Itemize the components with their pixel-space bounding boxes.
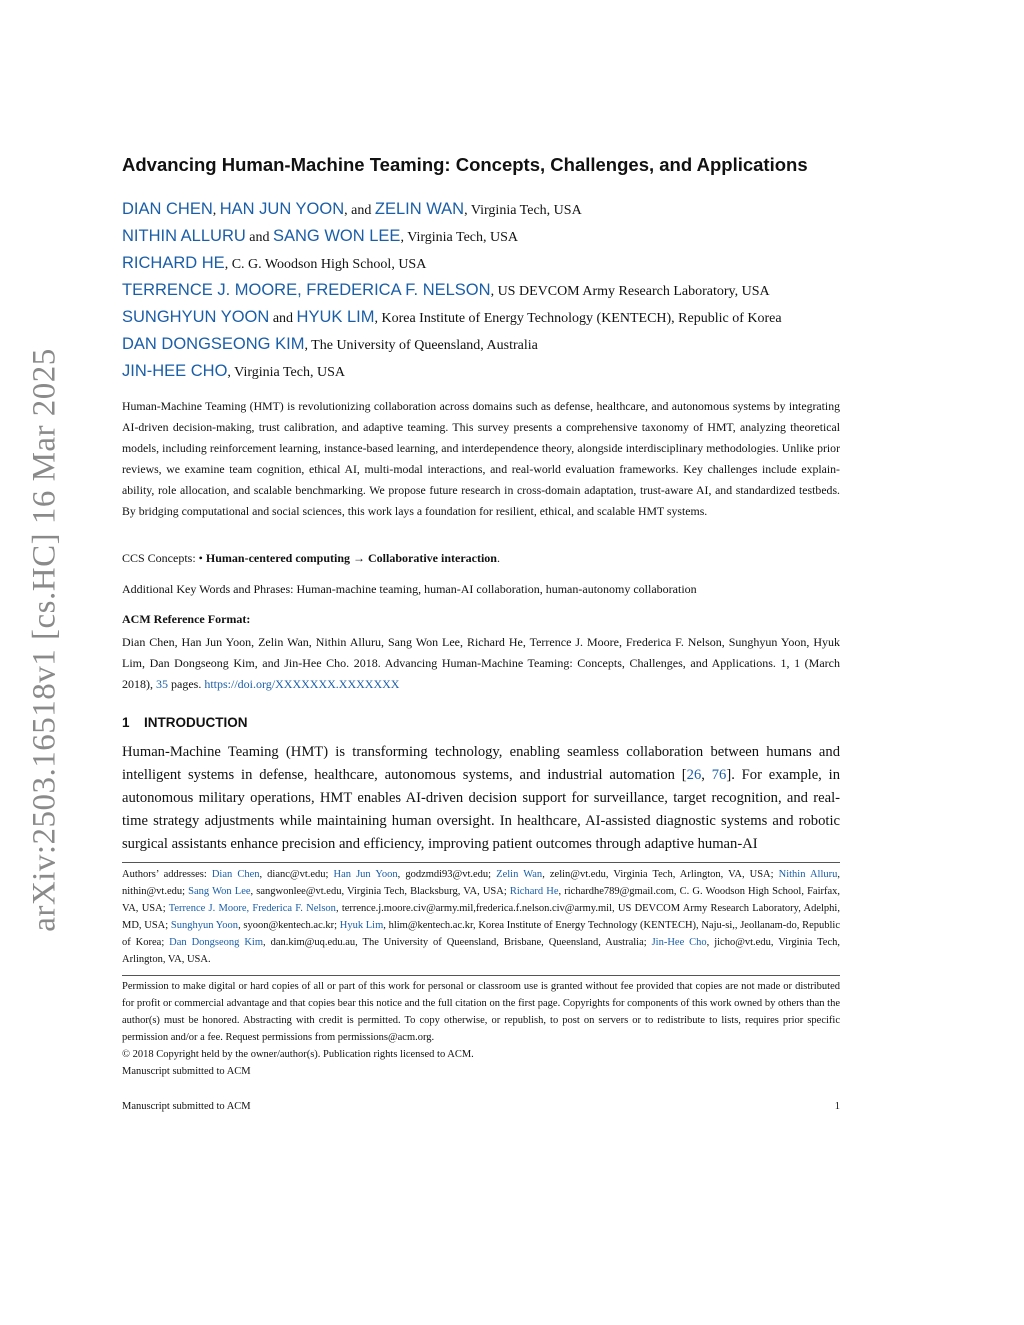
text-segment: and (269, 311, 297, 326)
link[interactable]: Jin-Hee Cho (651, 937, 707, 948)
link[interactable]: Zelin Wan (496, 869, 543, 880)
footnote-rule (122, 862, 840, 863)
text-segment: , (701, 767, 712, 783)
text-segment: , sangwonlee@vt.edu, Virginia Tech, Blacksburg, VA, USA; (250, 886, 510, 897)
link[interactable]: Sang Won Lee (188, 886, 251, 897)
text-segment: , godzmdi93@vt.edu; (397, 869, 497, 880)
author-line (122, 305, 840, 332)
section-title: INTRODUCTION (144, 715, 248, 730)
author-line (122, 251, 840, 278)
author-name[interactable]: HYUK LIM (296, 308, 375, 326)
text-segment: Authors’ addresses: (122, 869, 212, 880)
text-segment: , hlim@kentech.ac.kr, Korea Institute of Energy Technology (KENTECH), Naju-si,, Jeollanam-do, Republic of Korea; (122, 920, 841, 948)
text-segment: , syoon@kentech.ac.kr; (238, 920, 340, 931)
author-line (122, 224, 840, 251)
link[interactable]: Han Jun Yoon (333, 869, 398, 880)
ccs-concepts (122, 551, 840, 566)
author-name[interactable]: SANG WON LEE (273, 227, 401, 245)
author-name[interactable]: JIN-HEE CHO (122, 362, 228, 380)
text-segment: and (245, 230, 273, 245)
text-segment: ]. For example, in autonomous military operations, HMT enables AI-driven decision support for surveillance, target recognition, and real-time strategy adjustments while maintaining human oversight. In healthcare, AI-assisted diagnostic systems and robotic surgical assistants enhance precision and efficiency, improving patient outcomes through adaptive human-AI (122, 767, 840, 852)
link[interactable]: 76 (711, 767, 727, 783)
link[interactable]: 26 (686, 767, 702, 783)
text-segment: , Virginia Tech, USA (464, 203, 582, 218)
author-name[interactable]: DIAN CHEN (122, 200, 213, 218)
text-segment: , (212, 203, 220, 218)
link[interactable]: Terrence J. Moore, Frederica F. Nelson (168, 903, 336, 914)
manuscript-note: Manuscript submitted to ACM (122, 1066, 251, 1077)
permission-text: Permission to make digital or hard copies of all or part of this work for personal or classroom use is granted without fee provided that copies are not made or distributed for profit or commercial advantage and that copies bear this notice and the full citation on the first page. Copyrights for components of this work owned by others than the author(s) must be honored. Abstracting with credit is permitted. To copy otherwise, or republish, to post on servers or to redistribute to lists, requires prior specific permission and/or a fee. Request permissions from permissions@acm.org. (122, 981, 840, 1043)
text-segment: , C. G. Woodson High School, USA (224, 257, 427, 272)
link[interactable]: https://doi.org/XXXXXXX.XXXXXXX (204, 677, 400, 691)
text-segment: , Virginia Tech, USA (400, 230, 519, 245)
author-list (122, 197, 840, 386)
intro-paragraph (122, 741, 840, 856)
arxiv-stamp: arXiv:2503.16518v1 [cs.HC] 16 Mar 2025 (26, 348, 63, 932)
text-segment: , terrence.j.moore.civ@army.mil,frederica.f.nelson.civ@army.mil, US DEVCOM Army Research Laboratory, Adelphi, MD, USA; (122, 903, 840, 931)
author-name[interactable]: ZELIN WAN (374, 200, 465, 218)
author-name[interactable]: NITHIN ALLURU (122, 227, 246, 245)
ccs-concept: Human-centered computing → Collaborative interaction (205, 551, 497, 565)
section-number: 1 (122, 715, 130, 730)
acm-reference (122, 632, 840, 695)
running-footer (122, 1101, 840, 1112)
text-segment: pages. (168, 677, 205, 691)
text-segment: , jicho@vt.edu, Virginia Tech, Arlington, VA, USA. (122, 937, 840, 965)
text-segment: , nithin@vt.edu; (122, 869, 840, 897)
link[interactable]: Hyuk Lim (339, 920, 384, 931)
footer-left: Manuscript submitted to ACM (122, 1101, 251, 1112)
text-segment: , Korea Institute of Energy Technology (KENTECH), Republic of Korea (374, 311, 782, 326)
link[interactable]: Sunghyun Yoon (170, 920, 239, 931)
author-name[interactable]: SUNGHYUN YOON (122, 308, 270, 326)
keywords: Additional Key Words and Phrases: Human-machine teaming, human-AI collaboration, human-autonomy collaboration (122, 582, 697, 596)
permission-block (122, 978, 840, 1080)
text-segment: , and (344, 203, 375, 218)
text-segment: , richardhe789@gmail.com, C. G. Woodson High School, Fairfax, VA, USA; (122, 886, 841, 914)
author-name[interactable]: DAN DONGSEONG KIM (122, 335, 305, 353)
text-segment: , The University of Queensland, Australia (304, 338, 538, 353)
ccs-end: . (496, 551, 500, 565)
author-name[interactable]: HAN JUN YOON (219, 200, 345, 218)
paper-title: Advancing Human-Machine Teaming: Concepts, Challenges, and Applications (122, 154, 808, 175)
link[interactable]: Dian Chen (211, 869, 260, 880)
text-segment: , dan.kim@uq.edu.au, The University of Queensland, Brisbane, Queensland, Australia; (263, 937, 652, 948)
text-segment: , dianc@vt.edu; (259, 869, 334, 880)
text-segment: Human-Machine Teaming (HMT) is transforming technology, enabling seamless collaboration between humans and intelligent systems in defense, healthcare, autonomous systems, and industrial automation [ (122, 744, 840, 783)
copyright-line: © 2018 Copyright held by the owner/author(s). Publication rights licensed to ACM. (122, 1049, 474, 1060)
link[interactable]: Nithin Alluru (778, 869, 838, 880)
ccs-label: CCS Concepts: • (122, 551, 206, 565)
text-segment: , US DEVCOM Army Research Laboratory, USA (490, 284, 770, 299)
author-addresses (122, 866, 840, 968)
acm-ref-heading: ACM Reference Format: (122, 612, 251, 626)
text-segment: , Virginia Tech, USA (227, 365, 345, 380)
author-line (122, 359, 840, 386)
link[interactable]: 35 (156, 677, 168, 691)
text-segment: , zelin@vt.edu, Virginia Tech, Arlington, VA, USA; (542, 869, 779, 880)
author-line (122, 278, 840, 305)
link[interactable]: Dan Dongseong Kim (169, 937, 264, 948)
author-name[interactable]: TERRENCE J. MOORE, FREDERICA F. NELSON (122, 281, 491, 299)
author-name[interactable]: RICHARD HE (122, 254, 225, 272)
abstract: Human-Machine Teaming (HMT) is revolutionizing collaboration across domains such as defense, healthcare, and autonomous systems by integrating AI-driven decision-making, trust calibration, and adaptive teaming. This survey presents a comprehensive taxonomy of HMT, analyzing theoretical models, including reinforcement learning, instance-based learning, and interdependence theory, alongside interdisciplinary methodologies. Unlike prior reviews, we examine team cognition, ethical AI, multi-modal interactions, and real-world evaluation frameworks. Key challenges include explain-ability, role allocation, and scalable benchmarking. We propose future research in cross-domain adaptation, trust-aware AI, and standardized testbeds. By bridging computational and social sciences, this work lays a foundation for resilient, ethical, and scalable HMT systems. (122, 399, 840, 518)
permission-rule (122, 975, 840, 976)
author-line (122, 197, 840, 224)
link[interactable]: Richard He (509, 886, 559, 897)
page-number: 1 (834, 1101, 840, 1112)
text-segment: Dian Chen, Han Jun Yoon, Zelin Wan, Nithin Alluru, Sang Won Lee, Richard He, Terrence J. Moore, Frederica F. Nelson, Sunghyun Yoon, Hyuk Lim, Dan Dongseong Kim, and Jin-Hee Cho. 2018. Advancing Human-Machine Teaming: Concepts, Challenges, and Applications. 1, 1 (March 2018), (122, 635, 840, 691)
author-line (122, 332, 840, 359)
section-heading (122, 715, 840, 730)
